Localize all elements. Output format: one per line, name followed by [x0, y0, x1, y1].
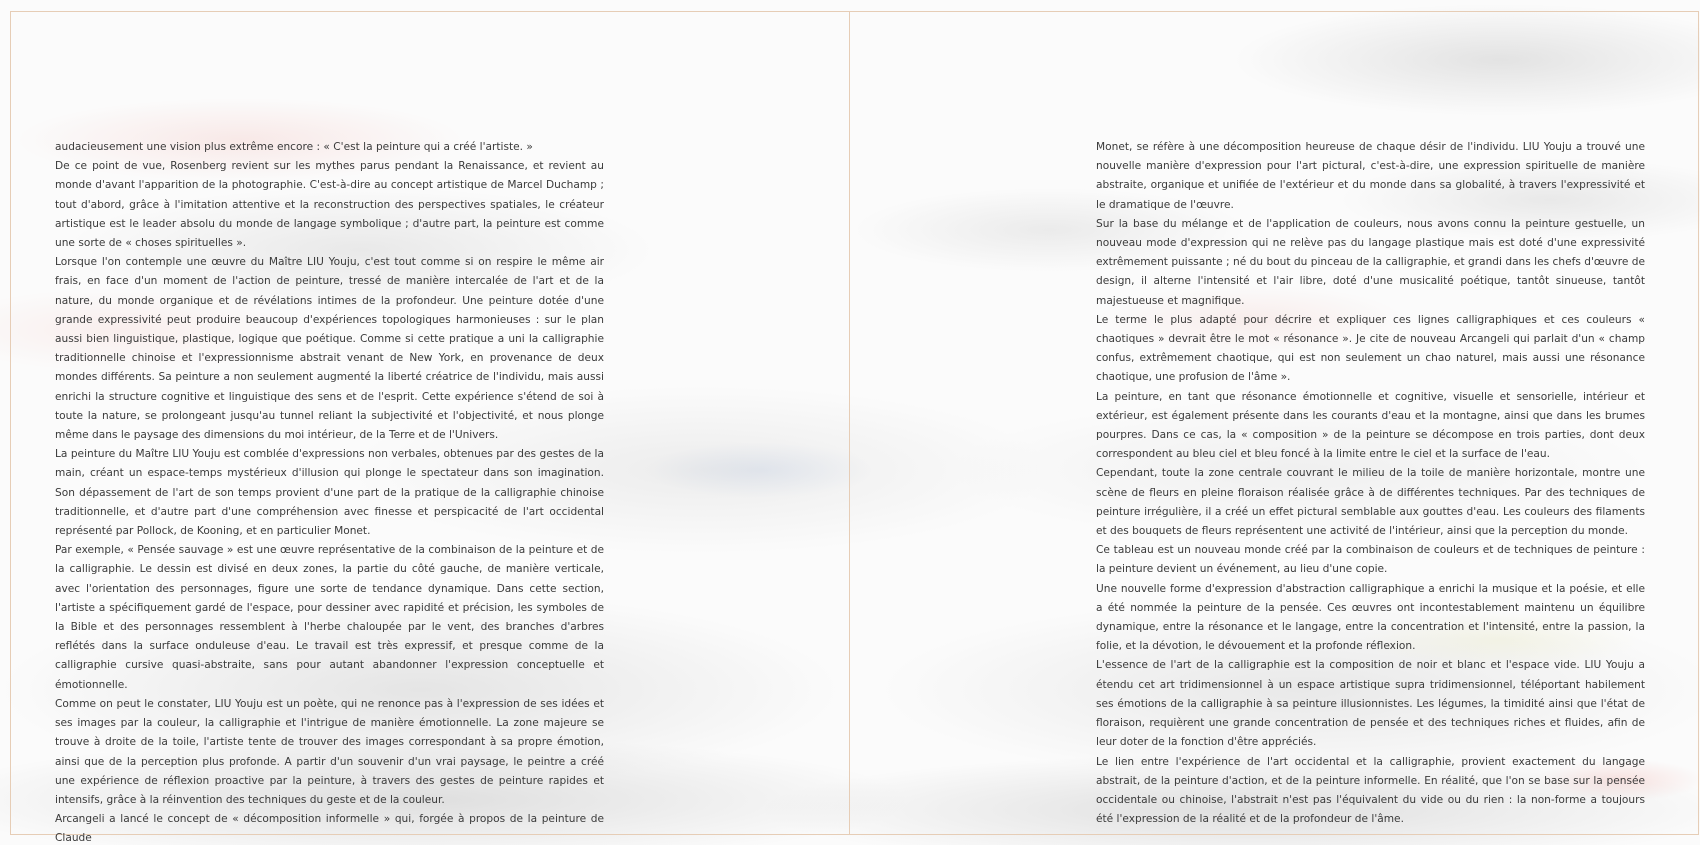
- left-page-text: [55, 138, 604, 845]
- paragraph: Par exemple, « Pensée sauvage » est une œuvre représentative de la combinaison de la peinture et de la calligraphie. Le dessin est divisé en deux zones, la partie du côté gauche, de manière verticale, avec l'orientation des personnages, figure une sorte de tendance dynamique. Dans cette section, l'artiste a spécifiquement gardé de l'espace, pour dessiner avec rapidité et précision, les symboles de la Bible et des personnages ressemblent à l'herbe chaloupée par le vent, des branches d'arbres reflétés dans la surface onduleuse d'eau. Le travail est très expressif, et presque comme de la calligraphie cursive quasi-abstraite, sans pour autant abandonner l'expression conceptuelle et émotionnelle.: [55, 544, 604, 691]
- paragraph: Sur la base du mélange et de l'application de couleurs, nous avons connu la peinture gestuelle, un nouveau mode d'expression qui ne relève pas du langage plastique mais est doté d'une expressivité extrêmement puissante ; né du bout du pinceau de la calligraphie, et grandi dans les chefs d'œuvre de design, il alterne l'intensité et l'air libre, doté d'une musicalité poétique, tantôt sinueuse, tantôt majestueuse et magnifique.: [1096, 217, 1645, 307]
- paragraph: Cependant, toute la zone centrale couvrant le milieu de la toile de manière horizontale, montre une scène de fleurs en pleine floraison réalisée grâce à de différentes techniques. Par des techniques de peinture irrégulière, il a créé un effet pictural semblable aux gouttes d'eau. Les couleurs des filaments et des bouquets de fleurs représentent une activité de l'intérieur, ainsi que la perception du monde.: [1096, 467, 1645, 538]
- paragraph: Le terme le plus adapté pour décrire et expliquer ces lignes calligraphiques et ces couleurs « chaotiques » devrait être le mot « résonance ». Je cite de nouveau Arcangeli qui parlait d'un « champ confus, extrêmement chaotique, qui est non seulement un chao naturel, mais aussi une résonance chaotique, une profusion de l'âme ».: [1096, 313, 1645, 384]
- paragraph: Arcangeli a lancé le concept de « décomposition informelle » qui, forgée à propos de la peinture de Claude: [55, 813, 604, 845]
- right-page-text: [1096, 138, 1645, 829]
- paragraph: De ce point de vue, Rosenberg revient sur les mythes parus pendant la Renaissance, et revient au monde d'avant l'apparition de la photographie. C'est-à-dire au concept artistique de Marcel Duchamp ; tout d'abord, grâce à l'imitation attentive et la reconstruction des perspectives spatiales, le créateur artistique est le leader absolu du monde de langage symbolique ; d'autre part, la peinture est comme une sorte de « choses spirituelles ».: [55, 160, 604, 250]
- paragraph: Ce tableau est un nouveau monde créé par la combinaison de couleurs et de techniques de peinture : la peinture devient un événement, au lieu d'une copie.: [1096, 544, 1645, 576]
- paragraph: L'essence de l'art de la calligraphie est la composition de noir et blanc et l'espace vide. LIU Youju a étendu cet art tridimensionnel à un espace artistique supra tridimensionnel, téléportant habilement ses émotions de la calligraphie à sa peinture illusionnistes. Les légumes, la timidité ainsi que l'état de floraison, requièrent une grande concentration de pensée et des techniques riches et fluides, afin de leur doter de la fonction d'être appréciés.: [1096, 659, 1645, 749]
- paragraph: Comme on peut le constater, LIU Youju est un poète, qui ne renonce pas à l'expression de ses idées et ses images par la couleur, la calligraphie et l'intrigue de manière émotionnelle. La zone majeure se trouve à droite de la toile, l'artiste tente de trouver des images correspondant à sa propre émotion, ainsi que de la perception plus profonde. A partir d'un souvenir d'un vrai paysage, le peintre a créé une expérience de réflexion proactive par la peinture, à travers des gestes de peinture rapides et intensifs, grâce à la réinvention des techniques du geste et de la couleur.: [55, 697, 604, 806]
- paragraph: Une nouvelle forme d'expression d'abstraction calligraphique a enrichi la musique et la poésie, et elle a été nommée la peinture de la pensée. Ces œuvres ont incontestablement maintenu un équilibre dynamique, entre la résonance et le langage, entre la concentration et l'intensité, entre la passion, la folie, et la dévotion, le dévouement et la profonde réflexion.: [1096, 582, 1645, 653]
- paragraph: audacieusement une vision plus extrême encore : « C'est la peinture qui a créé l'artiste. »: [55, 141, 533, 153]
- paragraph: Monet, se réfère à une décomposition heureuse de chaque désir de l'individu. LIU Youju a trouvé une nouvelle manière d'expression pour l'art pictural, c'est-à-dire, une expression spirituelle de manière abstraite, organique et unifiée de l'extérieur et du monde dans sa globalité, à travers l'expressivité et le dramatique de l'œuvre.: [1096, 141, 1645, 211]
- paragraph: La peinture du Maître LIU Youju est comblée d'expressions non verbales, obtenues par des gestes de la main, créant un espace-temps mystérieux d'illusion qui plonge le spectateur dans son imagination. Son dépassement de l'art de son temps provient d'une part de la pratique de la calligraphie chinoise traditionnelle, et d'autre part d'une compréhension avec finesse et perspicacité de l'art occidental représenté par Pollock, de Kooning, et en particulier Monet.: [55, 448, 604, 538]
- paragraph: Lorsque l'on contemple une œuvre du Maître LIU Youju, c'est tout comme si on respire le même air frais, en face d'un moment de l'action de peinture, tressé de manière intercalée de l'art et de la nature, du monde organique et de révélations intimes de la profondeur. Une peinture dotée d'une grande expressivité peut produire beaucoup d'expériences topologiques harmonieuses : sur le plan aussi bien linguistique, plastique, logique que poétique. Comme si cette pratique a uni la calligraphie traditionnelle chinoise et l'expressionnisme abstrait venant de New York, en provenance de deux mondes différents. Sa peinture a non seulement augmenté la liberté créatrice de l'individu, mais aussi enrichi la structure cognitive et linguistique des sens et de l'esprit. Cette expérience s'étend de soi à toute la nature, se prolongeant jusqu'au tunnel reliant la subjectivité et l'objectivité, et nous plonge même dans le paysage des dimensions du moi intérieur, de la Terre et de l'Univers.: [55, 256, 604, 442]
- paragraph: La peinture, en tant que résonance émotionnelle et cognitive, visuelle et sensorielle, intérieur et extérieur, est également présente dans les courants d'eau et la montagne, ainsi que dans les brumes pourpres. Dans ce cas, la « composition » de la peinture se décompose en trois parties, dont deux correspondent au bleu ciel et bleu foncé à la limite entre le ciel et la surface de l'eau.: [1096, 390, 1645, 461]
- paragraph: Le lien entre l'expérience de l'art occidental et la calligraphie, provient exactement du langage abstrait, de la peinture d'action, et de la peinture informelle. En réalité, que l'on se base sur la pensée occidentale ou chinoise, l'abstrait n'est pas l'équivalent du vide ou du rien : la non-forme a toujours été l'expression de la réalité et de la profondeur de l'âme.: [1096, 755, 1645, 826]
- center-fold-divider: [849, 11, 850, 835]
